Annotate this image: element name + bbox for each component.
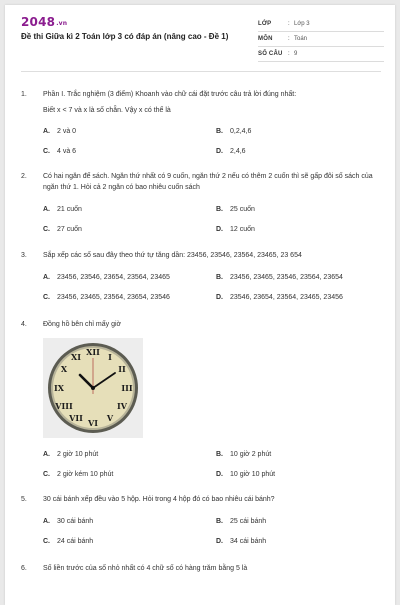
meta-row-grade: LỚP : Lớp 3 [258,17,384,32]
q4-option-b[interactable]: B. 10 giờ 2 phút [216,451,272,458]
question-1-statement: Biết x < 7 và x là số chẵn. Vậy x có thể là [43,107,171,114]
svg-text:IV: IV [117,401,127,411]
q5-option-d[interactable]: D. 34 cái bánh [216,538,267,545]
q2-option-b[interactable]: B. 25 cuốn [216,206,255,213]
q3-option-d[interactable]: D. 23546, 23654, 23564, 23465, 23456 [216,294,343,301]
document-header [5,5,395,71]
svg-text:IX: IX [54,383,64,393]
wall-clock-image [43,338,143,438]
site-logo[interactable]: 2048.vn [21,15,68,29]
svg-text:V: V [106,413,114,423]
question-4: 4. Đồng hồ bên chỉ mấy giờ XII I II III IV V VI VII VIII IX X XI A. 2 giờ 10 phút B. 10 giờ 2 phút C. 2 giờ kém 10 phút D. 10 giờ 10 phút [21,319,381,478]
svg-text:VI: VI [88,418,98,428]
question-3: 3. Sắp xếp các số sau đây theo thứ tự tăng dần: 23456, 23546, 23564, 23465, 23 654 A. 23456, 23546, 23654, 23564, 23465 B. 23456, 23465, 23546, 23564, 23654 C. 23456, 23465, 23564, 23654, 23546 D. 23546, 23654, 23564, 23465, 23456 [21,250,381,301]
q4-option-c[interactable]: C. 2 giờ kém 10 phút [43,471,114,478]
q3-option-a[interactable]: A. 23456, 23546, 23654, 23564, 23465 [43,274,170,281]
question-6: 6. Số liền trước của số nhỏ nhất có 4 chữ số có hàng trăm bằng 5 là [21,565,248,572]
svg-text:III: III [121,383,133,393]
question-2: 2. Có hai ngăn để sách. Ngăn thứ nhất có 9 cuốn, ngăn thứ 2 nếu có thêm 2 cuốn thì sẽ gấp đôi số sách của ngăn thứ 1. Hỏi cả 2 ngăn có bao nhiêu cuốn sách A. 21 cuốn B. 25 cuốn C. 27 cuốn D. 12 cuốn [21,171,381,233]
exam-meta-table [258,17,384,62]
svg-text:VIII: VIII [55,401,73,411]
svg-text:X: X [60,364,68,374]
document-page [5,5,395,605]
clock-icon [43,338,143,438]
svg-text:I: I [108,352,112,362]
q5-option-b[interactable]: B. 25 cái bánh [216,518,267,525]
svg-text:XII: XII [86,347,100,357]
header-divider [21,71,381,72]
q4-option-a[interactable]: A. 2 giờ 10 phút [43,451,99,458]
q2-option-d[interactable]: D. 12 cuốn [216,226,255,233]
q4-option-d[interactable]: D. 10 giờ 10 phút [216,471,276,478]
q1-option-b[interactable]: B. 0,2,4,6 [216,128,252,135]
q3-option-c[interactable]: C. 23456, 23465, 23564, 23654, 23546 [43,294,170,301]
svg-text:VII: VII [69,413,83,423]
q5-option-a[interactable]: A. 30 cái bánh [43,518,94,525]
q2-option-c[interactable]: C. 27 cuốn [43,226,82,233]
svg-text:II: II [118,364,126,374]
q1-option-c[interactable]: C. 4 và 6 [43,148,77,155]
meta-row-subject: MÔN : Toán [258,32,384,47]
question-1: 1. Phần I. Trắc nghiệm (3 điểm) Khoanh vào chữ cái đặt trước câu trả lời đúng nhất: Biết x < 7 và x là số chẵn. Vậy x có thể là A. 2 và 0 B. 0,2,4,6 C. 4 và 6 D. 2,4,6 [21,89,381,155]
page-title: Đề thi Giữa kì 2 Toán lớp 3 có đáp án (nâng cao - Đề 1) [21,32,229,41]
q1-option-a[interactable]: A. 2 và 0 [43,128,77,135]
q2-option-a[interactable]: A. 21 cuốn [43,206,82,213]
meta-row-question-count: SỐ CÂU : 9 [258,47,384,62]
q5-option-c[interactable]: C. 24 cái bánh [43,538,94,545]
question-list [5,89,395,574]
svg-text:XI: XI [71,352,81,362]
q3-option-b[interactable]: B. 23456, 23465, 23546, 23564, 23654 [216,274,343,281]
q1-option-d[interactable]: D. 2,4,6 [216,148,246,155]
question-5: 5. 30 cái bánh xếp đều vào 5 hộp. Hỏi trong 4 hộp đó có bao nhiêu cái bánh? A. 30 cái bánh B. 25 cái bánh C. 24 cái bánh D. 34 cái bánh [21,494,381,545]
